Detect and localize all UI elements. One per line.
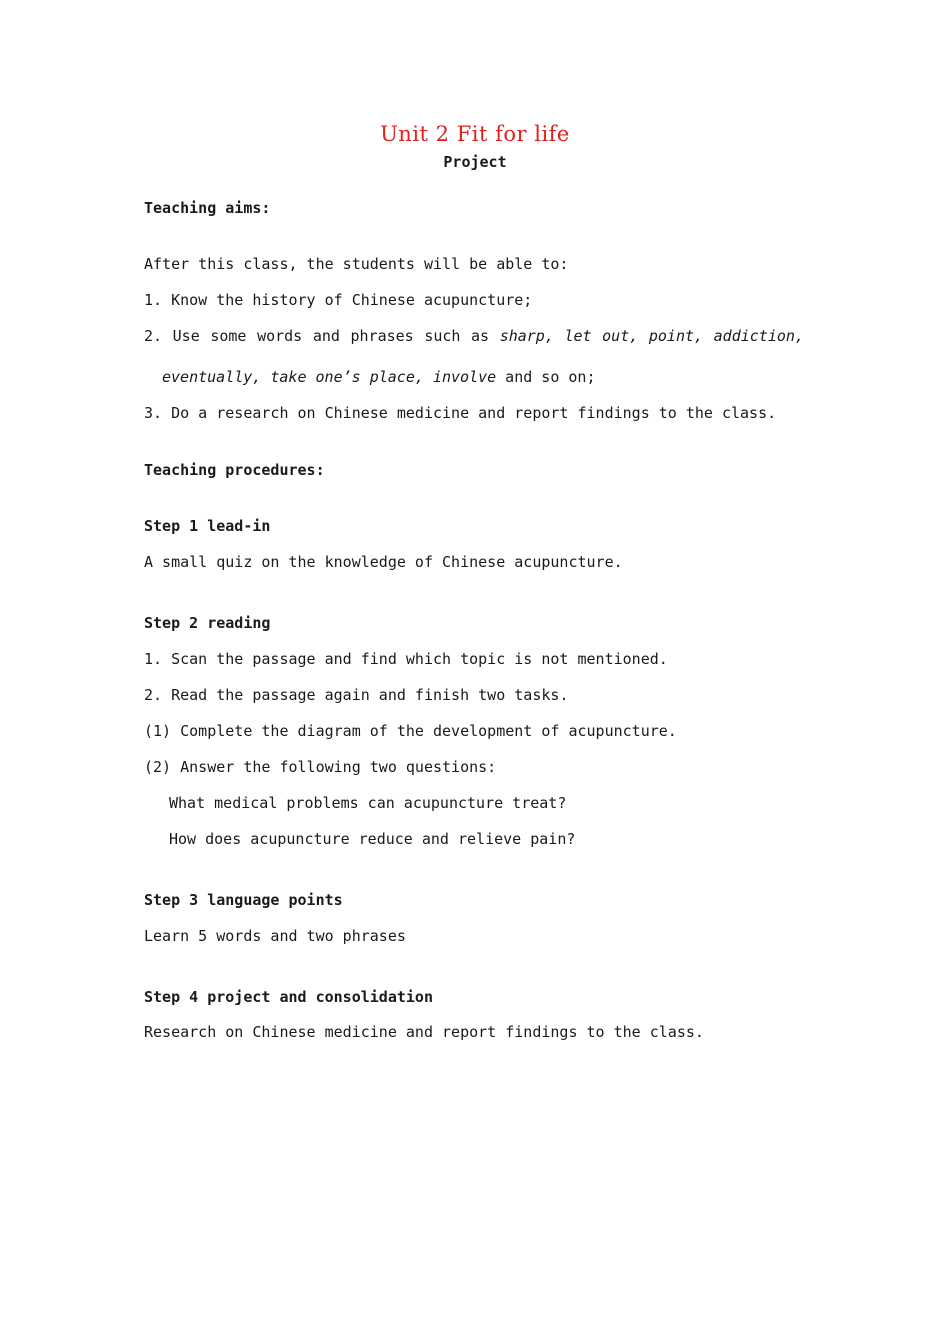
doc-title: Unit 2 Fit for life <box>380 122 570 146</box>
step2-question2: How does acupuncture reduce and relieve pain? <box>169 830 576 848</box>
aim-2-keyword: point, <box>648 327 704 345</box>
step1-heading: Step 1 lead-in <box>144 517 271 535</box>
step4-heading: Step 4 project and consolidation <box>144 988 433 1006</box>
step1-text: A small quiz on the knowledge of Chinese acupuncture. <box>144 553 623 571</box>
step3-heading: Step 3 language points <box>144 891 343 909</box>
step2-heading: Step 2 reading <box>144 614 271 632</box>
aim-2-continued <box>162 367 595 387</box>
aim-2-keyword: let <box>564 327 592 345</box>
aim-2-word: some <box>210 327 247 345</box>
aim-2-word: and <box>312 327 340 345</box>
aims-intro: After this class, the students will be able to: <box>144 255 569 273</box>
aim-2-keyword: sharp, <box>499 327 554 345</box>
aim-3: 3. Do a research on Chinese medicine and report findings to the class. <box>144 404 777 422</box>
aim-2-tail: and so on; <box>496 368 596 386</box>
aims-heading: Teaching aims: <box>144 199 271 217</box>
step3-text: Learn 5 words and two phrases <box>144 927 406 945</box>
aim-2-num: 2. <box>144 327 163 345</box>
aim-1: 1. Know the history of Chinese acupuncture; <box>144 291 533 309</box>
aim-2-word: words <box>257 327 303 345</box>
aim-2-keywords: eventually, take one’s place, involve <box>162 368 497 386</box>
aim-2-keyword: addiction, <box>713 327 804 345</box>
aim-2-word: Use <box>172 327 200 345</box>
aim-2-word: as <box>471 327 490 345</box>
step2-question1: What medical problems can acupuncture treat? <box>169 794 567 812</box>
step2-item2: 2. Read the passage again and finish two tasks. <box>144 686 569 704</box>
aim-2-word: such <box>424 327 461 345</box>
doc-subtitle: Project <box>443 153 507 171</box>
step2-sub1: (1) Complete the diagram of the development of acupuncture. <box>144 722 677 740</box>
procedures-heading: Teaching procedures: <box>144 461 325 479</box>
step2-item1: 1. Scan the passage and find which topic is not mentioned. <box>144 650 668 668</box>
aim-2-keyword: out, <box>602 327 639 345</box>
aim-2 <box>144 326 804 346</box>
step2-sub2: (2) Answer the following two questions: <box>144 758 497 776</box>
aim-2-word: phrases <box>350 327 414 345</box>
step4-text: Research on Chinese medicine and report findings to the class. <box>144 1023 704 1041</box>
